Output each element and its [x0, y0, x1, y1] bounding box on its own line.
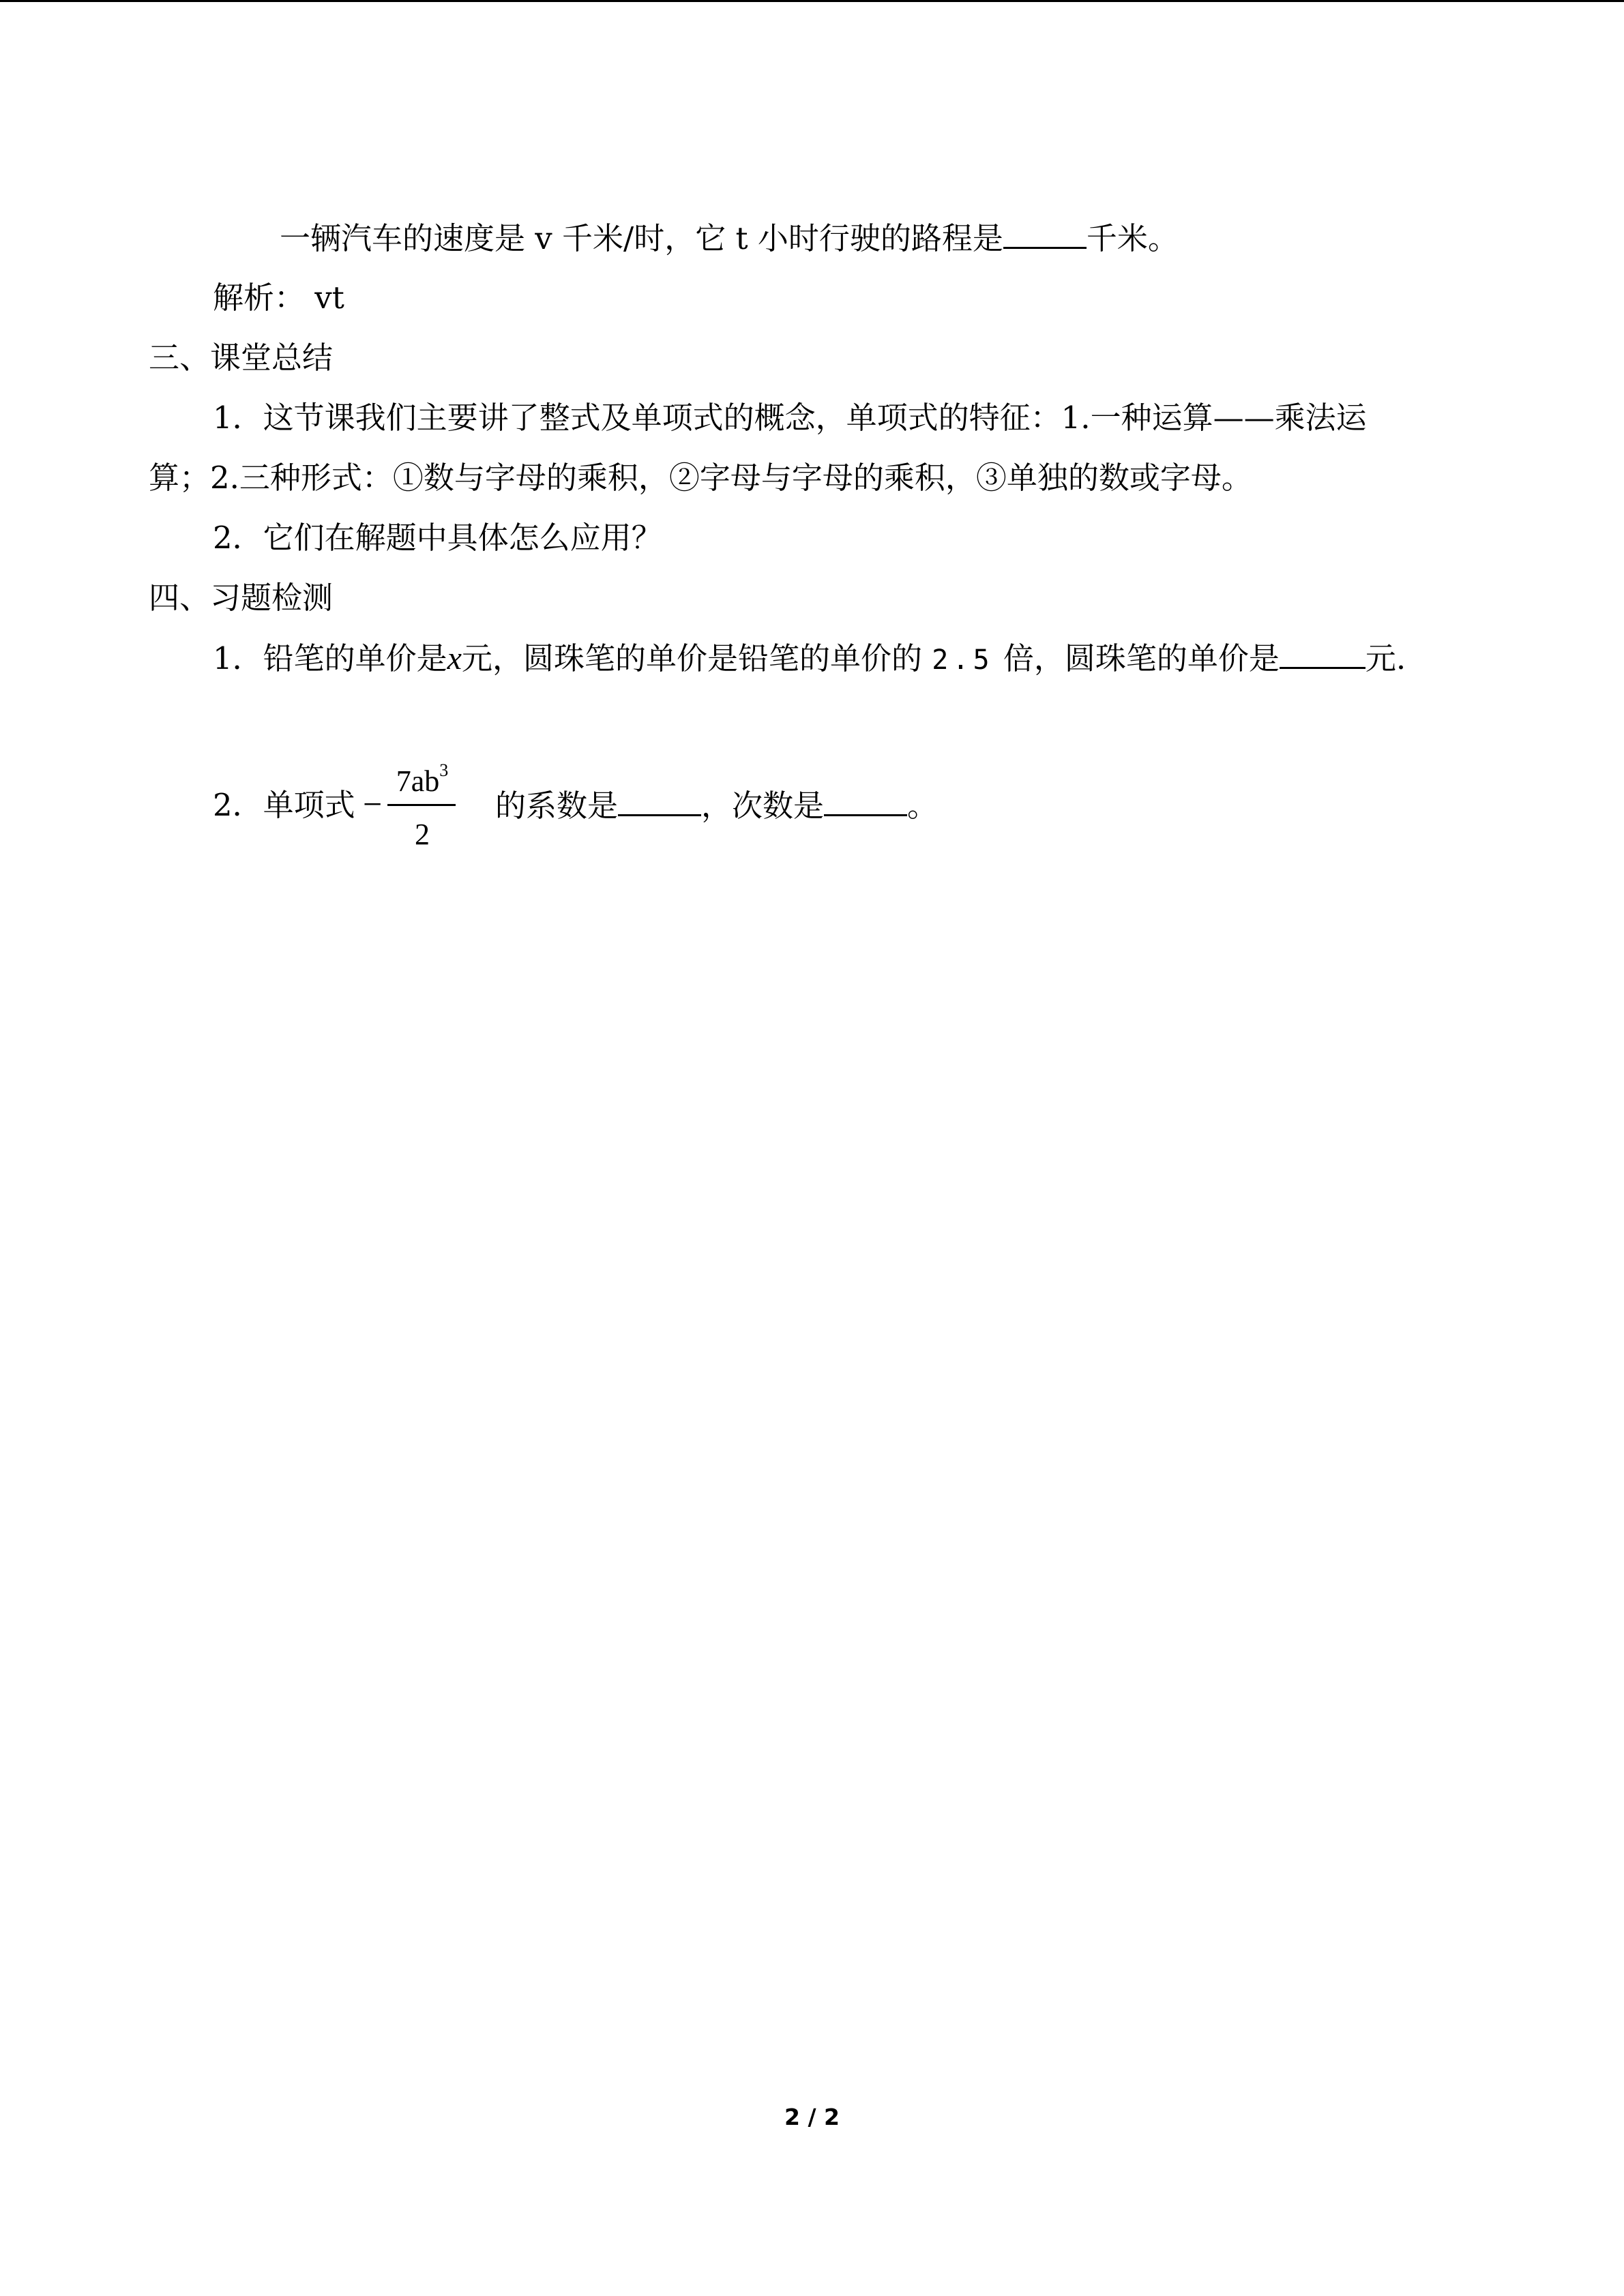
numerator-exponent: 3: [439, 760, 449, 780]
exercise-question-1: [213, 638, 1406, 679]
q1-text-end: 元.: [1365, 640, 1406, 676]
page-number: 2 / 2: [784, 2104, 840, 2130]
fraction-numerator: [385, 760, 460, 799]
numerator-text: 7ab: [396, 764, 440, 798]
fraction-denominator: 2: [415, 818, 430, 851]
q2-text-degree: ，次数是: [701, 788, 825, 824]
q1-variable: x: [447, 640, 462, 676]
q2-text-rest: [495, 785, 938, 826]
q1-text-start: 1．铅笔的单价是: [213, 640, 447, 676]
summary-item-1-line-1: 1．这节课我们主要讲了整式及单项式的概念，单项式的特征：1.一种运算——乘法运: [213, 400, 1367, 436]
section-heading-exercises: 四、习题检测: [149, 580, 334, 616]
summary-item-2: 2．它们在解题中具体怎么应用？: [213, 520, 662, 556]
q2-fraction: [385, 759, 460, 861]
q1-text-mid: 元，圆珠笔的单价是铅笔的单价的: [461, 640, 922, 676]
q1-text-mid2: 倍，圆珠笔的单价是: [1003, 640, 1280, 676]
q1-answer-blank: [1280, 638, 1365, 669]
q2-minus-sign: −: [363, 785, 383, 823]
section-heading-summary: 三、课堂总结: [149, 340, 334, 376]
q2-text-end: 。: [907, 788, 939, 824]
answer-blank: [1003, 218, 1087, 249]
exercise-question-2: [213, 759, 1031, 861]
summary-item-1-line-2: 算；2.三种形式：①数与字母的乘积，②字母与字母的乘积，③单独的数或字母。: [149, 460, 1252, 496]
fraction-bar: [387, 804, 456, 806]
q2-text-start: 2．单项式: [213, 787, 355, 823]
q2-coefficient-blank: [618, 785, 701, 816]
q1-multiplier: 2.5: [932, 644, 994, 676]
example-question-text: 一辆汽车的速度是 v 千米/时，它 t 小时行驶的路程是: [280, 220, 1003, 256]
q2-text-coefficient: 的系数是: [495, 788, 619, 824]
q2-degree-blank: [824, 785, 907, 816]
example-question: [280, 218, 1179, 258]
example-answer: 解析： vt: [213, 280, 344, 316]
example-question-unit: 千米。: [1086, 220, 1179, 256]
